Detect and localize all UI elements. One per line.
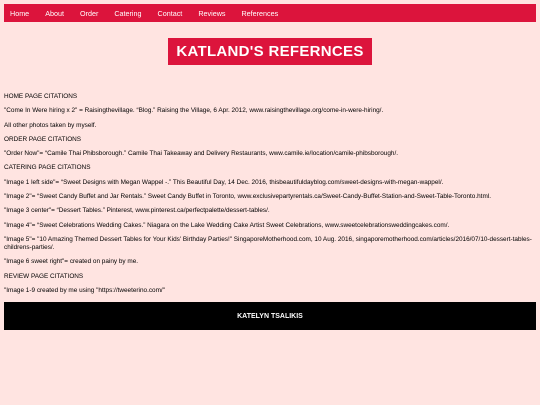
- citation-come-in-hiring: "Come In Were hiring x 2" = Raisingthevillage. “Blog.” Raising the Village, 6 Apr. 2012, www.raisingthevillage.org/come-in-were-hiring/.: [4, 107, 384, 115]
- nav-contact-link[interactable]: Contact: [157, 8, 183, 18]
- home-citations-heading: HOME PAGE CITATIONS: [4, 93, 78, 100]
- nav-references-link[interactable]: References: [241, 8, 279, 18]
- title-wrapper: [0, 38, 540, 65]
- citations-content: [4, 93, 534, 301]
- nav-catering-link[interactable]: Catering: [114, 8, 142, 18]
- page-title: KATLAND'S REFERNCES: [168, 38, 371, 65]
- citation-image-6: "Image 6 sweet right"= created on painy by me.: [4, 258, 139, 266]
- citation-review-images: "Image 1-9 created by me using "https://tweeterino.com/": [4, 286, 165, 294]
- citation-image-1: "Image 1 left side"= “Sweet Designs with Megan Wappel -.” This Beautiful Day, 14 Dec. 2016, thisbeautifuldayblog.com/sweet-designs-with-megan-wappel/.: [4, 178, 444, 186]
- footer-author: KATELYN TSALIKIS: [237, 312, 303, 320]
- catering-citations-heading: CATERING PAGE CITATIONS: [4, 164, 91, 172]
- main-nav: [4, 4, 536, 22]
- nav-home-link[interactable]: Home: [10, 8, 30, 18]
- citation-order-now: "Order Now"= “Camile Thai Phibsborough.” Camile Thai Takeaway and Delivery Restaurants, www.camile.ie/location/camile-phibsborough/.: [4, 150, 399, 158]
- citation-image-3: "Image 3 center"= “Dessert Tables.” Pinterest, www.pinterest.ca/perfectpalette/dessert-tables/.: [4, 207, 270, 215]
- citation-other-photos: All other photos taken by myself.: [4, 121, 97, 129]
- nav-about-link[interactable]: About: [45, 8, 64, 18]
- nav-order-link[interactable]: Order: [79, 8, 99, 18]
- review-citations-heading: REVIEW PAGE CITATIONS: [4, 272, 84, 280]
- footer: [4, 302, 536, 330]
- citation-image-4: "Image 4"= “Sweet Celebrations Wedding Cakes.” Niagara on the Lake Wedding Cake Artist Sweet Celebrations, www.sweetcelebrationsweddingcakes.com/.: [4, 221, 450, 229]
- nav-reviews-link[interactable]: Reviews: [198, 8, 226, 18]
- order-citations-heading: ORDER PAGE CITATIONS: [4, 135, 82, 143]
- citation-image-2: "Image 2"= “Sweet Candy Buffet and Jar Rentals.” Sweet Candy Buffet in Toronto, www.exclusivepartyrentals.ca/Sweet-Candy-Buffet-Station-and-Sweet-Table-Toronto.html.: [4, 193, 491, 201]
- citation-image-5: "Image 5"= "10 Amazing Themed Dessert Tables for Your Kids' Birthday Parties!" SingaporeMotherhood.com, 10 Aug. 2016, singaporemotherhood.com/articles/2016/07/10-dessert-tables-childrens-parties/.: [4, 235, 532, 251]
